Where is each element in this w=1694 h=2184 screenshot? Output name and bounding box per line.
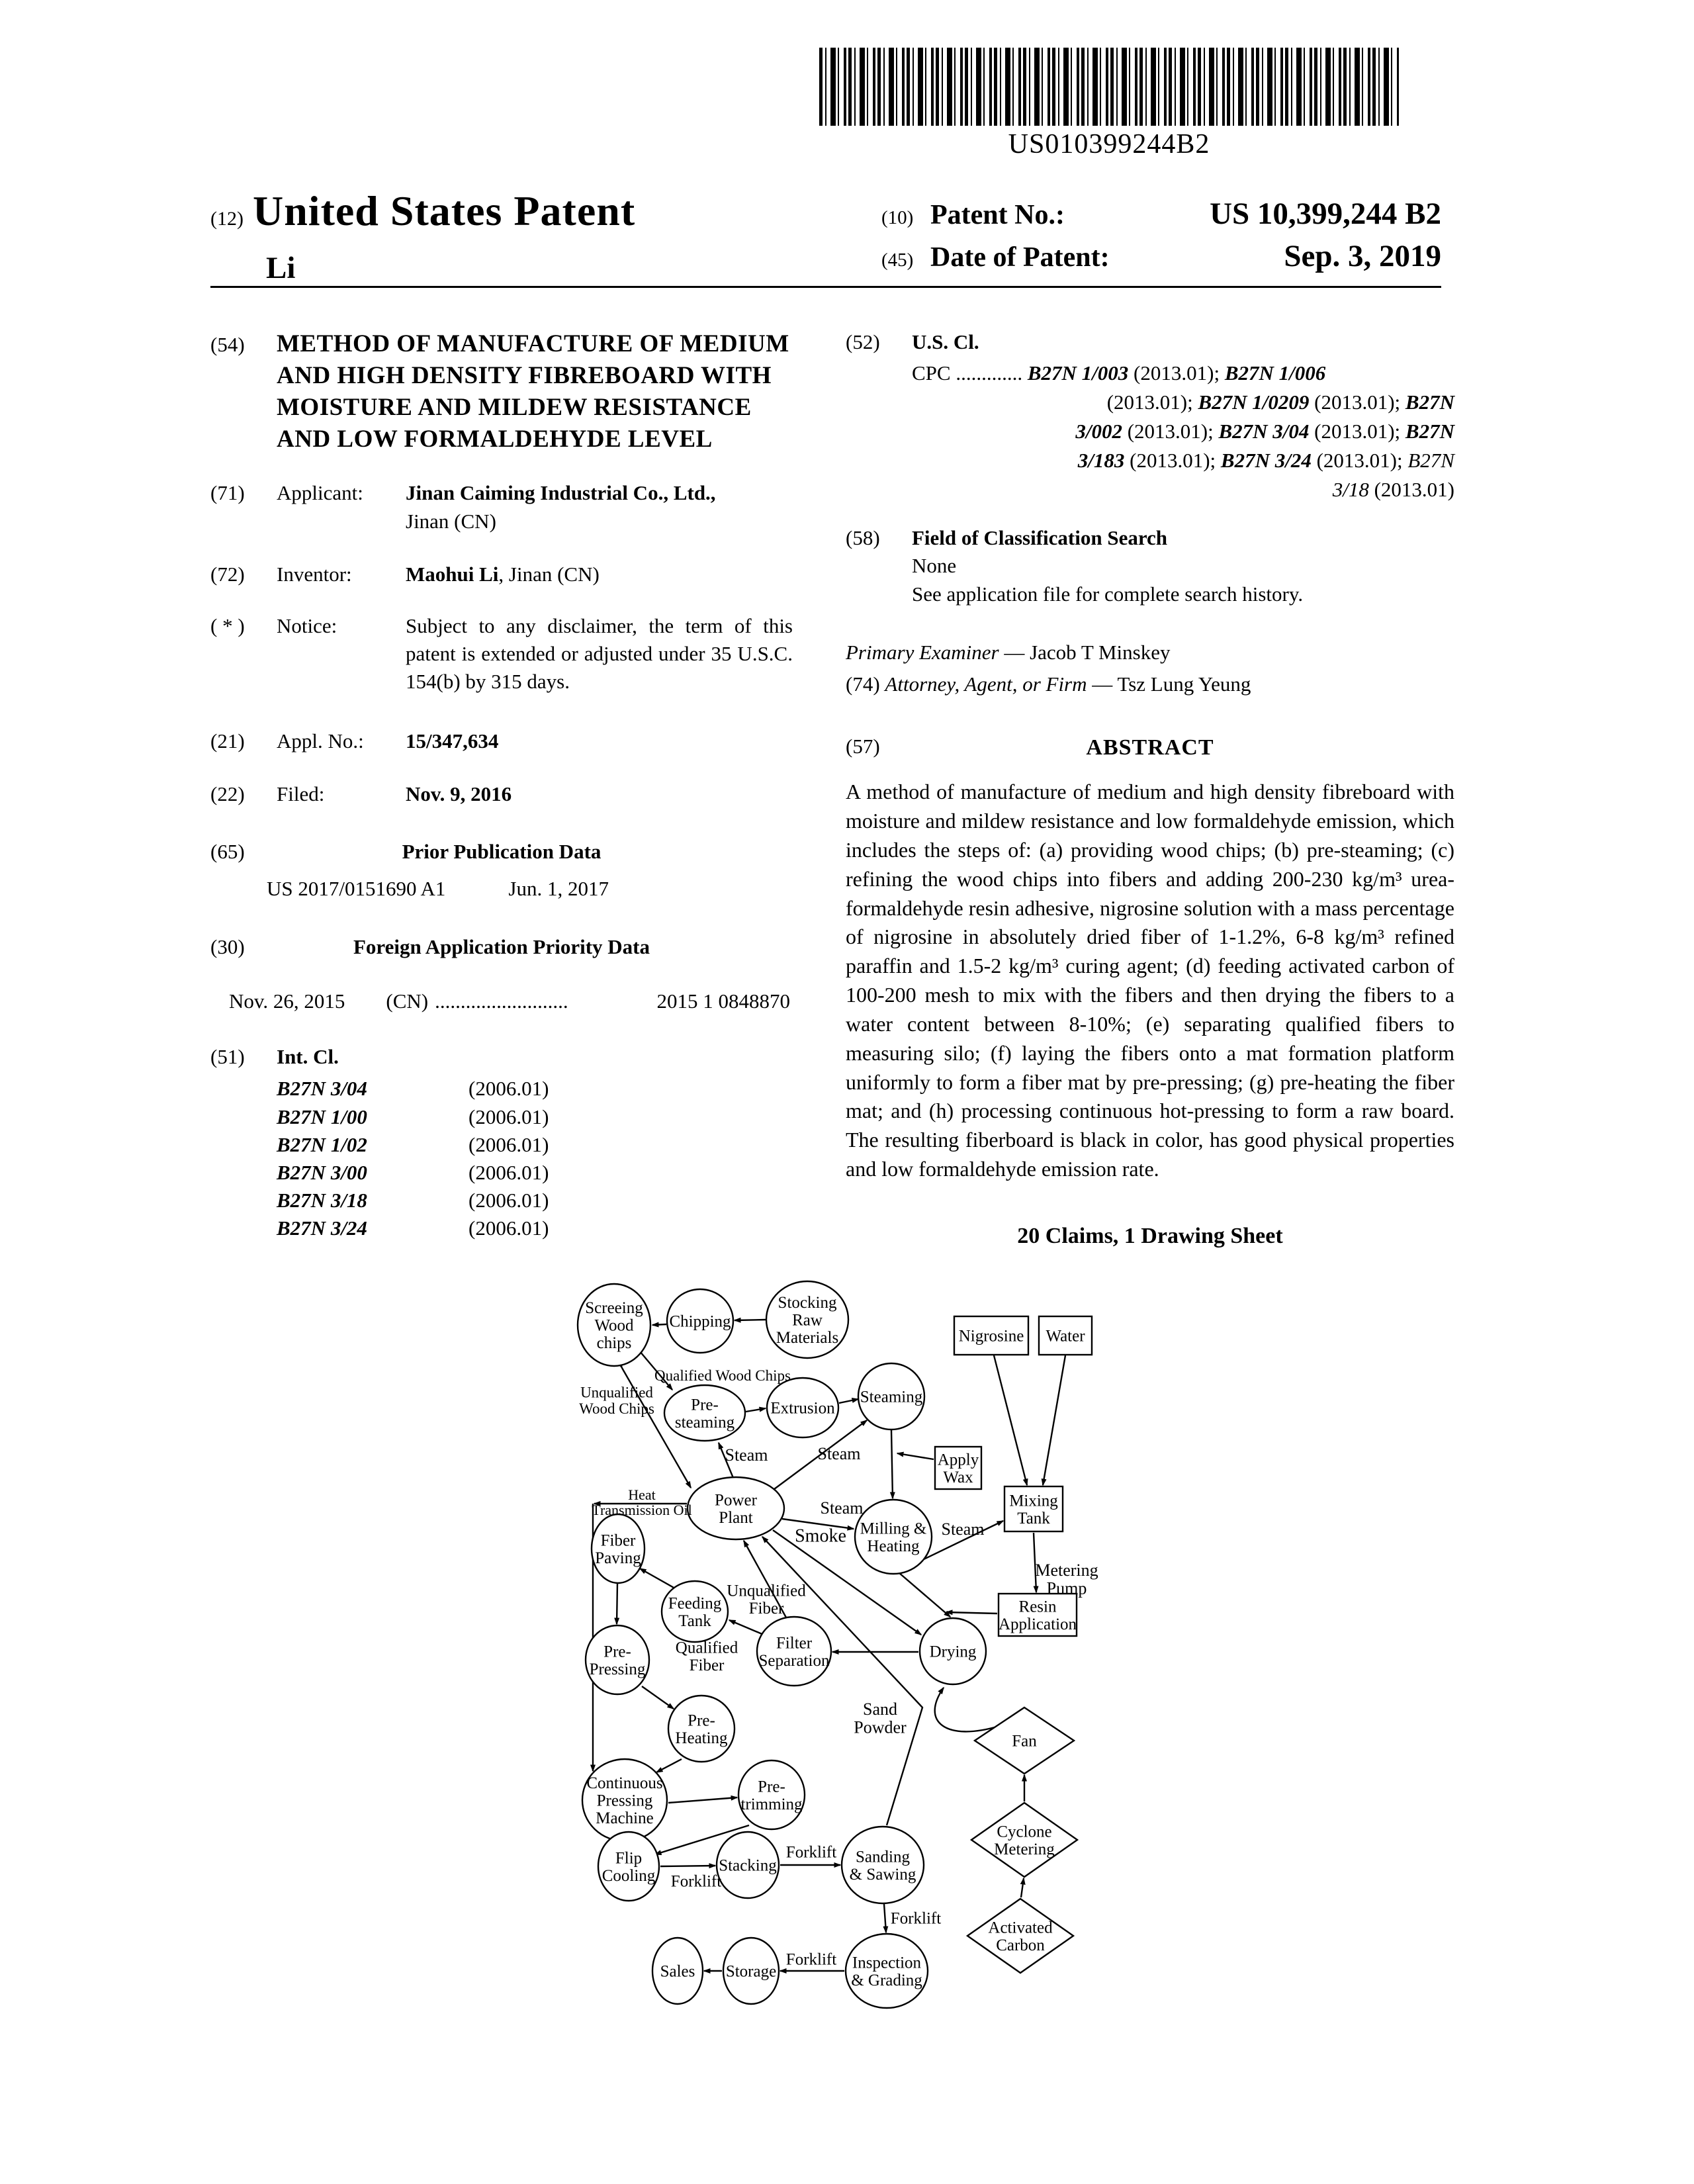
attorney-field-code: (74) [846,672,880,696]
node-continuous-pressing-machine [582,1759,667,1841]
node-flip-cooling [598,1832,659,1901]
cpc-segment: (2013.01); [1309,390,1405,414]
svg-text:Forklift: Forklift [785,1843,837,1862]
priority-date: Nov. 26, 2015 [229,989,345,1013]
section-number: (65) [210,839,245,863]
patent-number-row [881,196,1441,232]
svg-text:ActivatedCarbon: Activated Carbon [988,1919,1053,1954]
barcode [819,48,1399,126]
int-cl-row [277,1103,793,1131]
edge-applywax-to-blowline [897,1453,934,1459]
edge-cpm-to-pretrimming [668,1797,737,1803]
svg-text:Pre-steaming: Pre-steaming [674,1396,735,1432]
patent-no-field-code: (10) [881,207,914,228]
priority-country: (CN) [386,989,429,1013]
notice-label: Notice: [277,614,337,637]
cpc-segment: 3/18 [1332,478,1369,502]
node-nigrosine [954,1316,1028,1355]
cpc-lines [846,359,1454,504]
dotted-leader: .......................... [435,989,568,1013]
int-cl-code: B27N 1/00 [277,1105,367,1128]
int-cl-heading: Int. Cl. [277,1045,339,1069]
svg-text:Chipping: Chipping [669,1312,731,1331]
svg-text:Steam: Steam [817,1443,861,1463]
abstract-text: A method of manufacture of medium and high density fibreboard with moisture and mildew resistance and low formaldehyde emission, which includes the steps of: (a) providing wood chips; (b) pre-steaming; (c) refining the wood chips into fibers and adding 200-230 kg/m³ urea-formaldehyde resin adhesive, nigrosine solution with a mass percentage of nigrosine in absolutely dried fiber of 1-1.2%, 6-8 kg/m³ refined paraffin and 1.5-2 kg/m³ curing agent; (d) feeding activated carbon of 100-200 mesh to mix with the fibers and then drying the fibers to a water content between 8-10%; (e) separating qualified fibers to measuring silo; (f) laying the fibers onto a mat formation platform uniformly to form a fiber mat by pre-pressing; (g) pre-heating the fiber mat; and (h) processing continuous hot-pressing to form a raw board. The resulting fiberboard is black in color, has good physical properties and low formaldehyde emission rate. [846,780,1454,1181]
cpc-segment: CPC ............. [912,361,1028,385]
attorney-name: — Tsz Lung Yeung [1087,672,1251,696]
label-unqualified-fiber [727,1582,806,1617]
node-extrusion [767,1378,838,1437]
node-resin-application [999,1594,1077,1636]
label-heat-transmission-oil [592,1486,691,1518]
title-line: MOISTURE AND MILDEW RESISTANCE [277,394,752,422]
header-left [210,187,635,236]
body-columns [210,319,1454,1251]
inventor-city: , Jinan (CN) [498,562,600,586]
svg-text:ScreeingWoodchips: Screeing Wood chips [585,1299,643,1352]
svg-text:Pre-Pressing: Pre-Pressing [589,1643,646,1678]
svg-text:Smoke: Smoke [795,1525,846,1547]
cpc-segment: (2013.01); [1124,449,1221,473]
int-cl-year: (2006.01) [468,1077,549,1101]
publication-date: Jun. 1, 2017 [508,876,609,900]
int-cl-year: (2006.01) [468,1216,549,1240]
date-field-code: (45) [881,250,914,271]
cpc-line [846,359,1454,388]
node-steaming [858,1363,924,1430]
svg-text:Forklift: Forklift [890,1909,942,1928]
inventor-name: Maohui Li [406,562,499,586]
svg-text:HeatTransmission Oil: Heat Transmission Oil [592,1486,692,1519]
patent-date-row [881,238,1441,274]
cpc-segment: (2013.01) [1368,478,1454,502]
flowchart-svg [576,1277,1098,2052]
section-number: (57) [846,735,880,758]
primary-examiner-name: — Jacob T Minskey [999,640,1171,664]
node-inspection-grading [846,1934,928,2008]
svg-text:FeedingTank: Feeding Tank [668,1594,722,1630]
int-cl-row [277,1214,793,1242]
edge-feedingtank-to-fiberpaving [640,1569,675,1588]
int-cl-code: B27N 3/00 [277,1160,367,1184]
prior-publication-heading: Prior Publication Data [402,839,602,863]
node-power-plant [688,1477,784,1539]
int-cl-code: B27N 3/04 [277,1077,367,1101]
header-right [881,196,1441,281]
edge-extrusion-to-steaming [839,1399,858,1403]
notice-text: Subject to any disclaimer, the term of this patent is extended or adjusted under 35 U.S.C. 154(b) by 315 days. [406,614,793,694]
node-pre-pressing [586,1625,649,1694]
svg-text:Qualified Wood Chips: Qualified Wood Chips [654,1367,791,1384]
svg-text:Extrusion: Extrusion [770,1399,835,1418]
date-value: Sep. 3, 2019 [1284,239,1441,273]
svg-text:MixingTank: Mixing Tank [1009,1492,1058,1527]
attorney-line [846,670,1454,698]
svg-text:UnqualifiedWood Chips: Unqualified Wood Chips [579,1384,654,1418]
title-line: METHOD OF MANUFACTURE OF MEDIUM [277,330,789,357]
cpc-line [846,446,1454,475]
cpc-segment: (2013.01); [1311,449,1408,473]
filed-label: Filed: [277,782,325,806]
inventor-label: Inventor: [277,562,352,586]
cpc-segment: 3/002 [1075,420,1122,443]
cpc-segment: (2013.01); [1128,361,1225,385]
int-cl-year: (2006.01) [468,1160,549,1184]
cpc-segment: B27N [1405,420,1454,443]
label-steam-2 [818,1444,861,1463]
label-qualified-wood-chips [654,1367,791,1384]
page-title: United States Patent [252,187,636,234]
title-line: AND HIGH DENSITY FIBREBOARD WITH [277,362,772,390]
cpc-line [846,388,1454,417]
applicant-name: Jinan Caiming Industrial Co., Ltd., [406,481,716,505]
svg-text:FilterSeparation: Filter Separation [758,1634,830,1670]
node-stacking [717,1832,779,1898]
right-column [846,319,1454,1251]
cpc-segment: B27N 3/04 [1218,420,1310,443]
prior-publication-line [210,875,793,903]
edge-presteaming-to-extrusion [746,1408,766,1412]
cpc-segment: B27N [1405,390,1454,414]
date-label: Date of Patent: [930,242,1110,273]
kind-code-number: (12) [210,208,244,230]
section-number: (71) [210,481,245,505]
svg-text:Sanding& Sawing: Sanding & Sawing [849,1848,916,1884]
int-cl-row [277,1159,793,1187]
cpc-segment: (2013.01); [1309,420,1405,443]
node-apply-wax [935,1447,981,1489]
svg-text:QualifiedFiber: Qualified Fiber [675,1639,738,1674]
label-forklift-1 [671,1873,721,1891]
section-72-inventor [210,561,793,588]
claims-line: 20 Claims, 1 Drawing Sheet [1017,1223,1283,1248]
svg-text:Pre-Heating: Pre-Heating [675,1711,728,1747]
label-steam-1 [725,1445,768,1465]
field-search-note: See application file for complete search history. [912,582,1304,606]
inventor-value [406,561,793,588]
label-sand-powder [854,1700,907,1737]
abstract-heading: ABSTRACT [1086,735,1214,760]
section-58-field-of-search [846,524,1454,552]
node-cyclone-metering [971,1803,1077,1877]
foreign-priority-heading: Foreign Application Priority Data [353,934,650,958]
section-65-prior-publication [210,838,793,866]
cpc-segment: (2013.01); [1106,390,1198,414]
node-fiber-paving [592,1514,645,1583]
svg-text:CycloneMetering: Cyclone Metering [994,1823,1055,1858]
patent-no-value: US 10,399,244 B2 [1210,197,1441,231]
svg-text:ResinApplication: Resin Application [998,1598,1077,1633]
barcode-text: US010399244B2 [1008,129,1210,159]
label-qualified-fiber [676,1639,738,1674]
svg-text:StockingRawMaterials: Stocking Raw Materials [776,1294,839,1347]
cpc-segment: B27N [1407,449,1454,473]
node-pre-trimming [738,1760,805,1829]
label-steam-3 [821,1498,864,1518]
label-steam-4 [942,1520,985,1539]
svg-text:Nigrosine: Nigrosine [958,1327,1024,1345]
edge-prepressing-to-preheating [642,1686,674,1709]
edge-fan-to-drying [935,1688,999,1731]
label-forklift-3 [891,1910,941,1928]
foreign-priority-line [210,987,793,1015]
priority-app-number: 2015 1 0848870 [656,989,790,1013]
section-number: (30) [210,934,245,958]
int-cl-code: B27N 3/24 [277,1216,367,1240]
section-22-filed [210,780,793,808]
svg-text:MeteringPump: Metering Pump [1035,1561,1098,1598]
label-unqualified-wood-chips [579,1385,654,1417]
cpc-segment: 3/183 [1077,449,1125,473]
edge-filtersep-to-feedingtank [729,1620,764,1635]
section-number: (52) [846,330,880,353]
node-pre-heating [668,1696,735,1762]
header-rule [210,286,1441,288]
svg-text:Forklift: Forklift [785,1950,837,1969]
svg-text:Forklift: Forklift [670,1872,722,1891]
node-fan [975,1707,1074,1774]
node-storage [723,1938,779,2004]
applicant-value [406,479,793,535]
edge-nigrosine-to-mixingtank [994,1355,1027,1485]
edge-steaming-to-milling [891,1430,893,1498]
edge-sanding-to-inspection [884,1904,886,1933]
section-number: (22) [210,782,245,806]
cpc-line [846,417,1454,446]
svg-text:ContinuousPressingMachine: Continuous Pressing Machine [586,1774,663,1827]
label-smoke [795,1526,846,1547]
edge-preheating-to-cpm [656,1759,682,1772]
primary-examiner-line [846,639,1454,666]
section-51-int-cl [210,1043,793,1071]
section-number: (58) [846,526,880,550]
int-cl-row [277,1131,793,1159]
field-search-none: None [912,554,957,578]
node-sanding-sawing [842,1827,924,1903]
int-cl-year: (2006.01) [468,1132,549,1156]
svg-text:Steam: Steam [941,1519,985,1539]
svg-text:Fan: Fan [1012,1732,1037,1751]
node-drying [920,1618,986,1684]
node-stocking-raw-materials [766,1281,848,1358]
node-mixing-tank [1004,1486,1063,1531]
node-feeding-tank [662,1581,728,1642]
int-cl-rows [210,1075,793,1242]
svg-text:Stacking: Stacking [719,1856,777,1875]
node-water [1039,1316,1092,1355]
notice-section [210,612,793,696]
node-milling-heating [855,1500,932,1574]
cpc-line [846,475,1454,504]
section-number: (51) [210,1045,245,1069]
node-chipping [667,1289,733,1353]
svg-text:Steaming: Steaming [860,1388,923,1406]
primary-examiner-label: Primary Examiner [846,640,999,664]
section-71-applicant [210,479,793,535]
edge-water-to-mixingtank [1043,1355,1065,1485]
svg-text:Pre-trimming: Pre-trimming [740,1778,803,1813]
svg-text:FiberPaving: Fiber Paving [595,1531,641,1567]
patent-no-label: Patent No.: [930,200,1065,230]
label-metering-pump [1035,1561,1098,1598]
svg-text:Drying: Drying [929,1643,977,1661]
section-52-us-cl [846,328,1454,356]
node-activated-carbon [967,1899,1073,1973]
svg-text:Steam: Steam [725,1445,768,1465]
us-cl-heading: U.S. Cl. [912,330,979,353]
edge-activatedcarbon-to-cyclone [1021,1878,1024,1897]
svg-text:Water: Water [1046,1327,1085,1345]
cpc-segment: B27N 1/0209 [1198,390,1310,414]
cpc-segment: B27N 1/003 [1027,361,1129,385]
applicant-label: Applicant: [277,481,363,505]
title-line: AND LOW FORMALDEHYDE LEVEL [277,426,713,453]
int-cl-row [277,1187,793,1214]
publication-number: US 2017/0151690 A1 [267,876,446,900]
appl-no-value: 15/347,634 [406,729,499,753]
header-inventor-name: Li [266,251,296,285]
svg-text:Sales: Sales [660,1962,695,1981]
label-forklift-4 [786,1951,836,1969]
section-number: (72) [210,562,245,586]
cpc-segment: B27N 3/24 [1220,449,1312,473]
svg-text:Inspection& Grading: Inspection & Grading [851,1954,922,1989]
int-cl-code: B27N 3/18 [277,1189,367,1212]
int-cl-year: (2006.01) [468,1189,549,1212]
filed-value: Nov. 9, 2016 [406,782,512,806]
section-number: (54) [210,333,245,356]
attorney-label: Attorney, Agent, or Firm [885,672,1087,696]
svg-text:UnqualifiedFiber: Unqualified Fiber [727,1582,806,1617]
node-filter-separation [757,1617,831,1686]
section-57-abstract [846,733,1454,763]
node-screening-wood-chips [578,1284,650,1366]
section-number: ( * ) [210,614,245,637]
section-21-appl-no [210,727,793,755]
label-forklift-2 [786,1844,836,1862]
applicant-city: Jinan (CN) [406,509,496,533]
node-sales [652,1938,703,2004]
svg-text:ApplyWax: Apply Wax [937,1451,979,1486]
svg-text:Storage: Storage [725,1962,777,1981]
svg-text:PowerPlant: Power Plant [715,1491,757,1527]
int-cl-year: (2006.01) [468,1105,549,1128]
int-cl-code: B27N 1/02 [277,1132,367,1156]
field-search-heading: Field of Classification Search [912,526,1168,550]
node-pre-steaming [664,1385,745,1441]
cpc-segment: B27N 1/006 [1224,361,1326,385]
edge-chipping-to-screening [652,1324,666,1325]
svg-text:SandPowder: Sand Powder [854,1700,907,1737]
section-30-foreign-priority [210,933,793,961]
left-column [210,319,793,1251]
cpc-segment: (2013.01); [1122,420,1219,443]
svg-text:Steam: Steam [820,1498,864,1518]
int-cl-row [277,1075,793,1103]
svg-text:FlipCooling: Flip Cooling [602,1849,656,1885]
section-number: (21) [210,729,245,753]
edge-resin-to-blowline [946,1612,997,1614]
appl-no-label: Appl. No.: [277,729,364,753]
edge-milling-to-drying [899,1572,950,1617]
section-54-title [210,328,793,455]
invention-title [277,328,793,455]
svg-text:Milling &Heating: Milling & Heating [860,1520,927,1555]
